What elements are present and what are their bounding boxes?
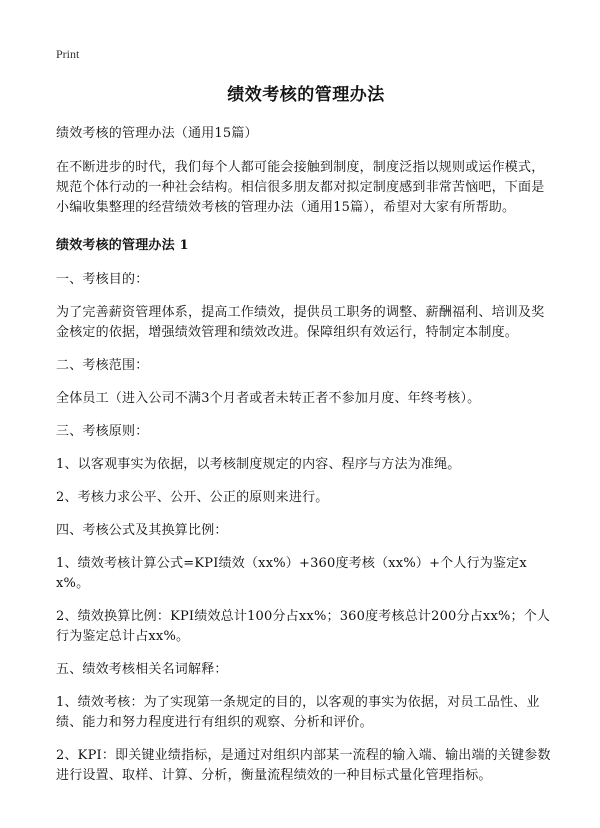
document-title: 绩效考核的管理办法 [227, 85, 385, 105]
intro-paragraph: 在不断进步的时代，我们每个人都可能会接触到制度，制度泛指以规则或运作模式，规范个体行动的一种社会结构。相信很多朋友都对拟定制度感到非常苦恼吧，下面是小编收集整理的经营绩效考核的管理办法（通用15篇），希望对大家有所帮助。 [56, 160, 545, 215]
paragraph-principle-1: 1、以客观事实为依据，以考核制度规定的内容、程序与方法为准绳。 [56, 457, 461, 472]
heading-terms: 五、绩效考核相关名词解释： [56, 662, 228, 677]
heading-principles: 三、考核原则： [56, 424, 149, 439]
heading-purpose: 一、考核目的： [56, 272, 149, 287]
paragraph-term-2: 2、KPI：即关键业绩指标，是通过对组织内部某一流程的输入端、输出端的关键参数进行设置、取样、计算、分析，衡量流程绩效的一种目标式量化管理指标。 [56, 748, 551, 783]
paragraph-formula-1: 1、绩效考核计算公式=KPI绩效（xx%）+360度考核（xx%）+个人行为鉴定xx%。 [56, 556, 527, 591]
paragraph-term-1: 1、绩效考核：为了实现第一条规定的目的，以客观的事实为依据，对员工品性、业绩、能力和努力程度进行有组织的观察、分析和评价。 [56, 695, 540, 730]
document-subtitle: 绩效考核的管理办法（通用15篇） [56, 126, 258, 141]
heading-formula: 四、考核公式及其换算比例： [56, 523, 228, 538]
print-label: Print [56, 47, 80, 61]
paragraph-scope: 全体员工（进入公司不满3个月者或者未转正者不参加月度、年终考核）。 [56, 391, 481, 406]
section-heading: 绩效考核的管理办法 1 [56, 238, 189, 253]
paragraph-formula-2: 2、绩效换算比例：KPI绩效总计100分占xx%；360度考核总计200分占xx%；个人行为鉴定总计占xx%。 [56, 609, 551, 644]
paragraph-principle-2: 2、考核力求公平、公开、公正的原则来进行。 [56, 490, 329, 505]
paragraph-purpose: 为了完善薪资管理体系，提高工作绩效，提供员工职务的调整、薪酬福利、培训及奖金核定的依据，增强绩效管理和绩效改进。保障组织有效运行，特制定本制度。 [56, 305, 545, 340]
heading-scope: 二、考核范围： [56, 358, 149, 373]
